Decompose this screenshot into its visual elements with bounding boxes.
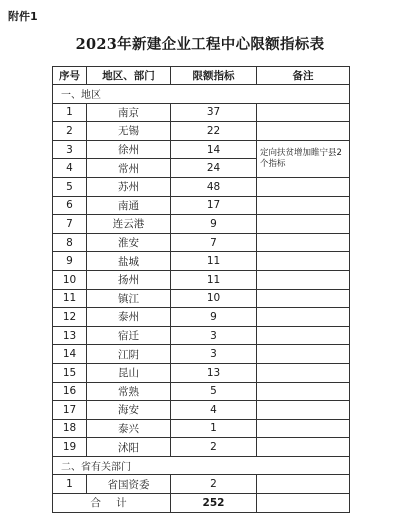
row-number: 16 xyxy=(53,382,87,401)
quota-value: 7 xyxy=(171,233,257,252)
table-row xyxy=(53,475,350,494)
quota-value: 14 xyxy=(171,140,257,159)
note-cell xyxy=(257,419,350,438)
row-number: 1 xyxy=(53,103,87,122)
quota-value: 11 xyxy=(171,252,257,271)
region-name: 昆山 xyxy=(87,363,171,382)
total-note xyxy=(257,494,350,513)
quota-value: 9 xyxy=(171,215,257,234)
row-number: 9 xyxy=(53,252,87,271)
section-row xyxy=(53,85,350,104)
table-row xyxy=(53,196,350,215)
row-number: 17 xyxy=(53,401,87,420)
quota-value: 11 xyxy=(171,270,257,289)
table-row xyxy=(53,233,350,252)
region-name: 连云港 xyxy=(87,215,171,234)
row-number: 6 xyxy=(53,196,87,215)
note-cell xyxy=(257,475,350,494)
region-name: 苏州 xyxy=(87,177,171,196)
note-cell xyxy=(257,215,350,234)
region-name: 泰州 xyxy=(87,308,171,327)
table-row xyxy=(53,215,350,234)
row-number: 8 xyxy=(53,233,87,252)
row-number: 3 xyxy=(53,140,87,159)
row-number: 15 xyxy=(53,363,87,382)
row-number: 1 xyxy=(53,475,87,494)
region-name: 常州 xyxy=(87,159,171,178)
quota-value: 2 xyxy=(171,438,257,457)
quota-value: 24 xyxy=(171,159,257,178)
table-row xyxy=(53,103,350,122)
table-row xyxy=(53,419,350,438)
table-row xyxy=(53,308,350,327)
quota-value: 9 xyxy=(171,308,257,327)
note-cell xyxy=(257,270,350,289)
department-name: 省国资委 xyxy=(87,475,171,494)
table-row xyxy=(53,363,350,382)
table-row xyxy=(53,177,350,196)
region-name: 南通 xyxy=(87,196,171,215)
note-cell xyxy=(257,177,350,196)
header-no: 序号 xyxy=(53,67,87,85)
note-cell xyxy=(257,308,350,327)
row-number: 11 xyxy=(53,289,87,308)
quota-value: 22 xyxy=(171,122,257,141)
note-cell xyxy=(257,363,350,382)
region-name: 沭阳 xyxy=(87,438,171,457)
section-label: 一、地区 xyxy=(53,85,350,104)
note-cell xyxy=(257,401,350,420)
note-cell xyxy=(257,438,350,457)
table-row xyxy=(53,401,350,420)
note-cell: 定向扶贫增加睢宁县2个指标 xyxy=(257,140,350,177)
table-row xyxy=(53,140,350,159)
region-name: 徐州 xyxy=(87,140,171,159)
region-name: 南京 xyxy=(87,103,171,122)
quota-value: 10 xyxy=(171,289,257,308)
region-name: 镇江 xyxy=(87,289,171,308)
quota-value: 3 xyxy=(171,345,257,364)
quota-value: 5 xyxy=(171,382,257,401)
region-name: 江阴 xyxy=(87,345,171,364)
quota-value: 13 xyxy=(171,363,257,382)
row-number: 7 xyxy=(53,215,87,234)
quota-value: 37 xyxy=(171,103,257,122)
quota-value: 48 xyxy=(171,177,257,196)
note-cell xyxy=(257,289,350,308)
table-row xyxy=(53,270,350,289)
region-name: 无锡 xyxy=(87,122,171,141)
row-number: 19 xyxy=(53,438,87,457)
row-number: 12 xyxy=(53,308,87,327)
region-name: 淮安 xyxy=(87,233,171,252)
row-number: 14 xyxy=(53,345,87,364)
region-name: 泰兴 xyxy=(87,419,171,438)
region-name: 常熟 xyxy=(87,382,171,401)
row-number: 5 xyxy=(53,177,87,196)
header-quota: 限额指标 xyxy=(171,67,257,85)
table-row xyxy=(53,345,350,364)
note-cell xyxy=(257,345,350,364)
table-row xyxy=(53,326,350,345)
quota-value: 2 xyxy=(171,475,257,494)
note-cell xyxy=(257,122,350,141)
row-number: 18 xyxy=(53,419,87,438)
row-number: 2 xyxy=(53,122,87,141)
row-number: 10 xyxy=(53,270,87,289)
attachment-label: 附件1 xyxy=(8,10,38,23)
table-header-row xyxy=(53,67,350,85)
region-name: 海安 xyxy=(87,401,171,420)
row-number: 13 xyxy=(53,326,87,345)
region-name: 扬州 xyxy=(87,270,171,289)
section-label: 二、省有关部门 xyxy=(53,456,350,475)
table-row xyxy=(53,252,350,271)
header-note: 备注 xyxy=(257,67,350,85)
header-region: 地区、部门 xyxy=(87,67,171,85)
section-row xyxy=(53,456,350,475)
note-cell xyxy=(257,252,350,271)
total-value: 252 xyxy=(171,494,257,513)
row-number: 4 xyxy=(53,159,87,178)
table-row xyxy=(53,438,350,457)
note-cell xyxy=(257,382,350,401)
note-cell xyxy=(257,233,350,252)
region-name: 宿迁 xyxy=(87,326,171,345)
quota-table xyxy=(52,66,350,513)
table-row xyxy=(53,382,350,401)
page-title: 2023年新建企业工程中心限额指标表 xyxy=(75,36,325,53)
note-cell xyxy=(257,326,350,345)
total-row xyxy=(53,494,350,513)
table-row xyxy=(53,289,350,308)
region-name: 盐城 xyxy=(87,252,171,271)
quota-value: 1 xyxy=(171,419,257,438)
quota-value: 4 xyxy=(171,401,257,420)
note-cell xyxy=(257,196,350,215)
table-row xyxy=(53,122,350,141)
total-label: 合 计 xyxy=(53,494,171,513)
quota-value: 17 xyxy=(171,196,257,215)
note-cell xyxy=(257,103,350,122)
quota-value: 3 xyxy=(171,326,257,345)
